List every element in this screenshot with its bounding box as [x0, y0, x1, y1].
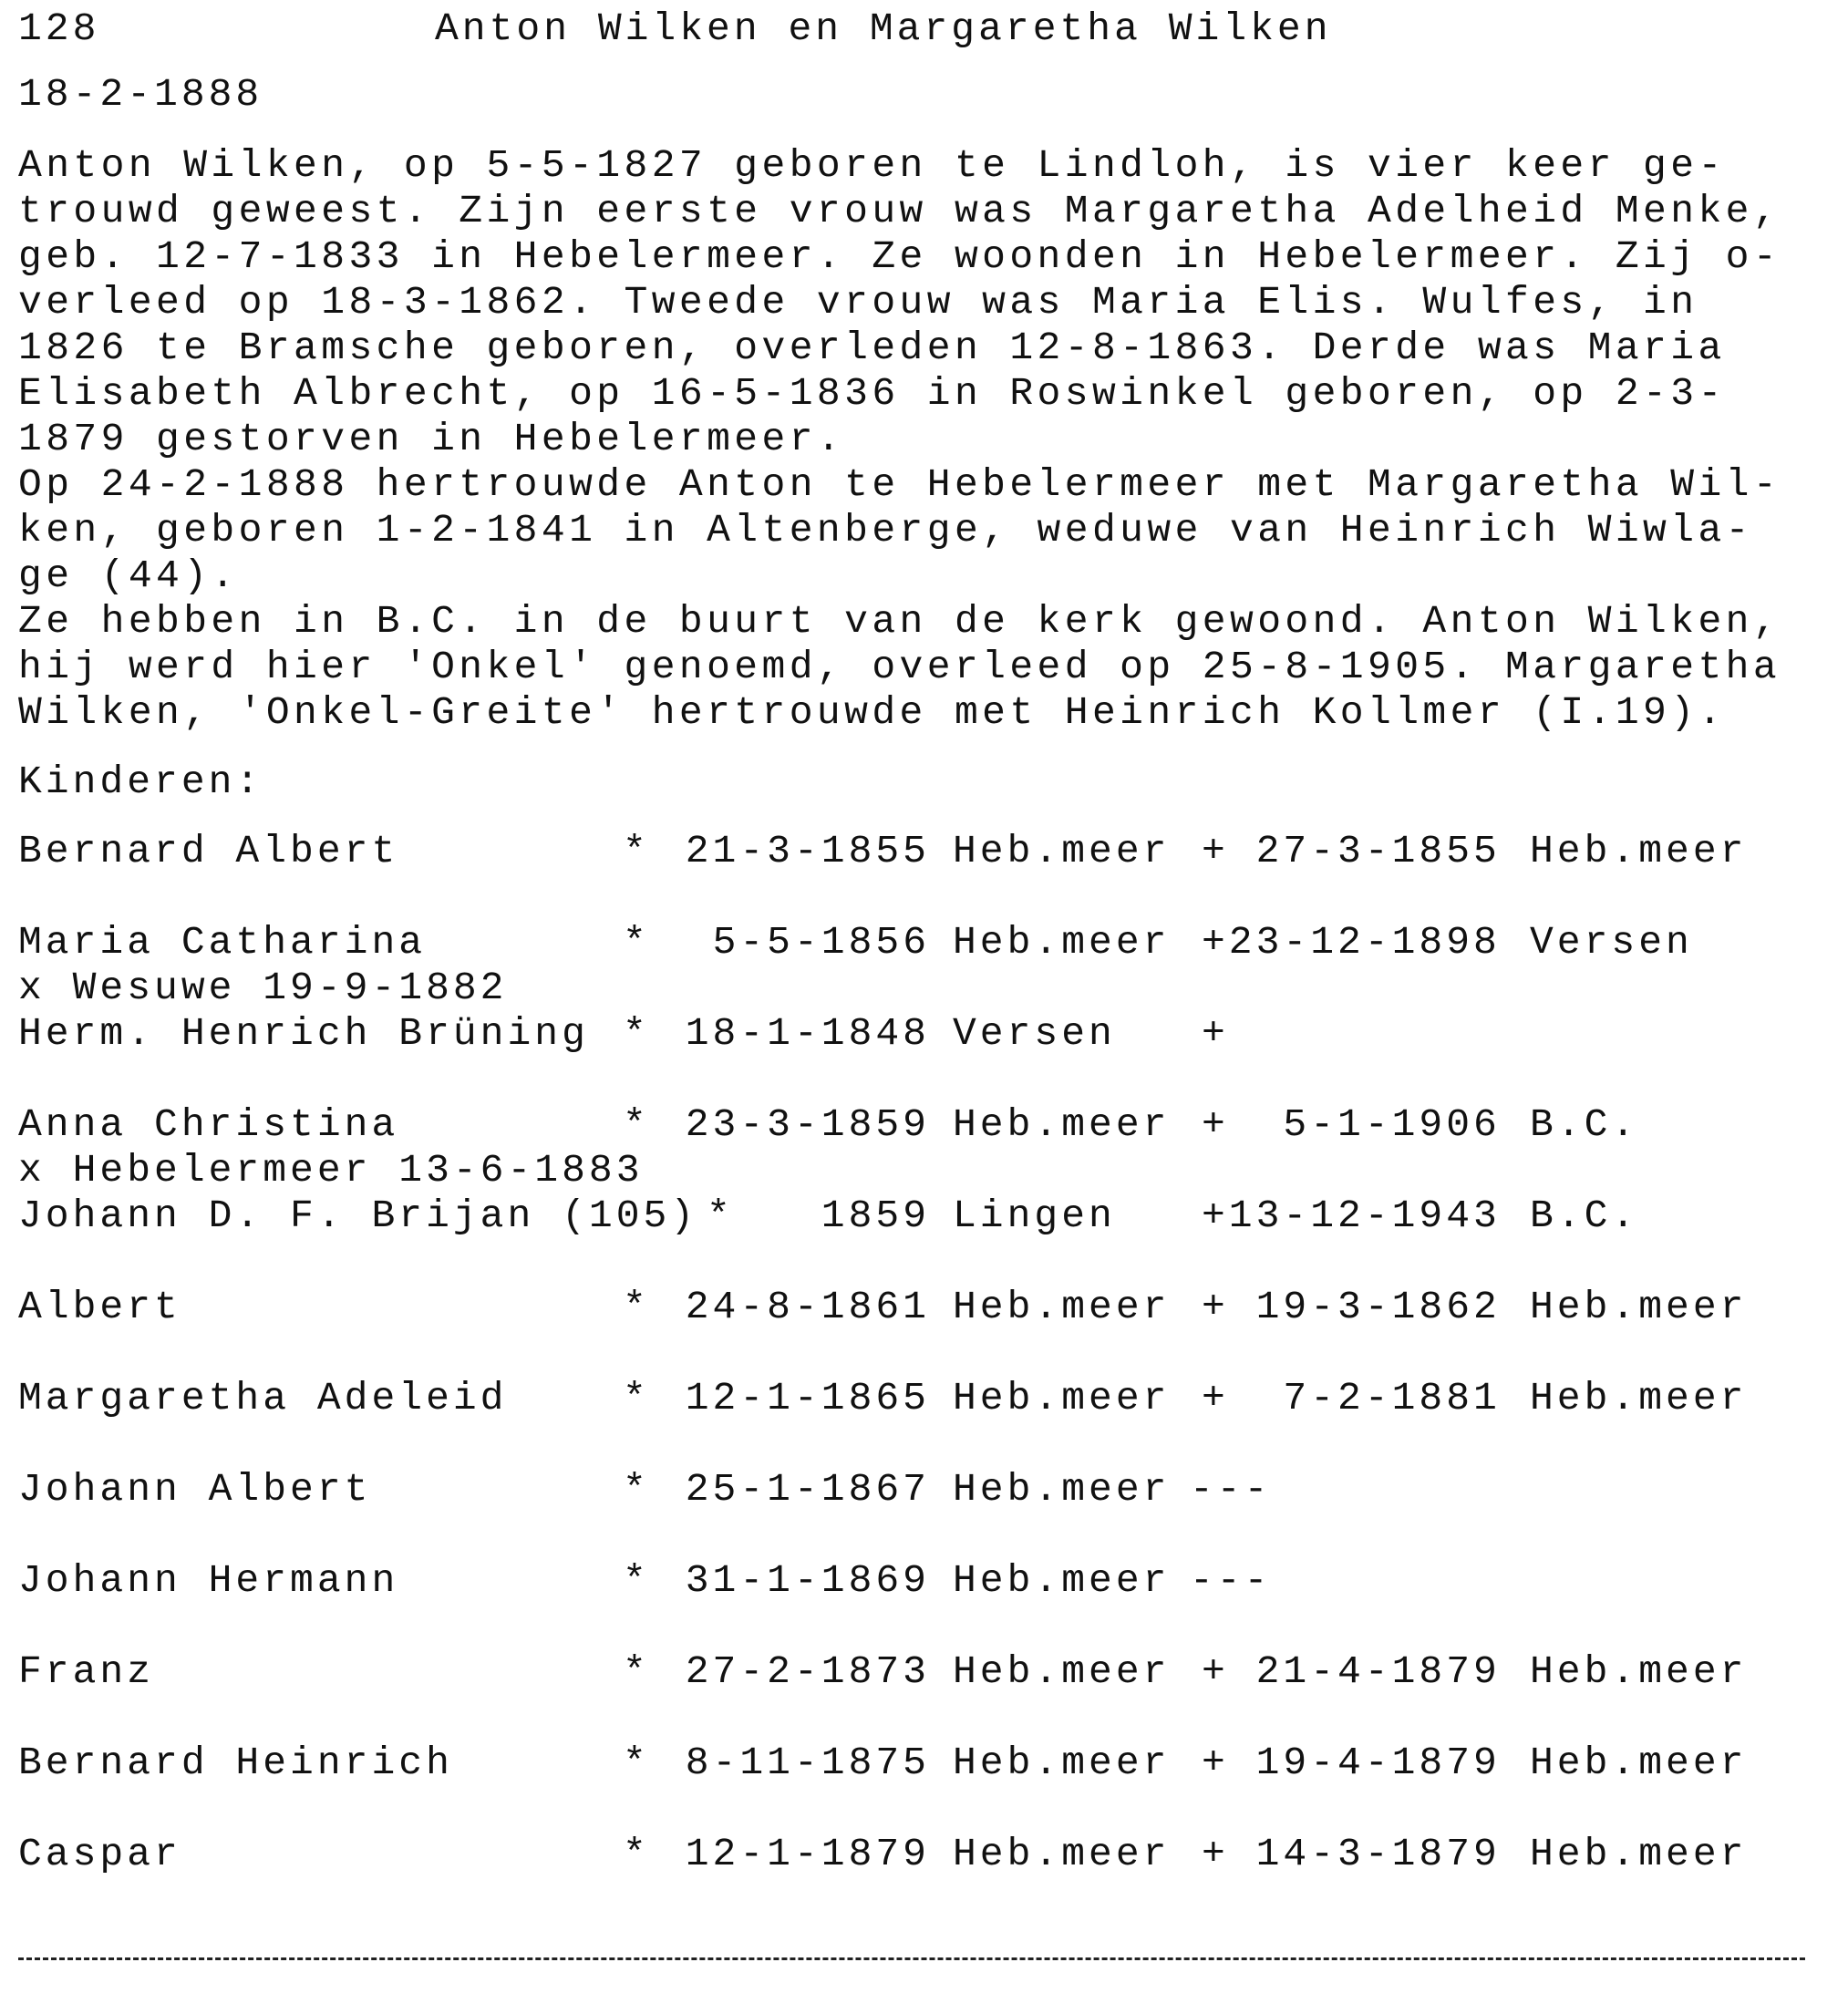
birth-marker: * [623, 829, 650, 873]
birth-place: Heb.meer [953, 1376, 1171, 1420]
text-line: ken, geboren 1-2-1841 in Altenberge, weduwe van Heinrich Wiwla- [18, 508, 1753, 553]
death-date: + 19-4-1879 [1202, 1740, 1501, 1785]
birth-marker: * [623, 1558, 650, 1603]
marriage-info: x Wesuwe 19-9-1882 [18, 966, 508, 1010]
birth-date: 25-1-1867 [685, 1467, 930, 1512]
death-date: + 14-3-1879 [1202, 1832, 1501, 1876]
death-date: + 5-1-1906 [1202, 1102, 1501, 1147]
birth-marker: * [623, 920, 650, 965]
death-date: +23-12-1898 [1202, 920, 1501, 965]
death-date: --- [1190, 1467, 1272, 1512]
page-number: 128 [18, 6, 100, 51]
page-title: Anton Wilken en Margaretha Wilken [435, 6, 1332, 51]
text-line: Wilken, 'Onkel-Greite' hertrouwde met Heinrich Kollmer (I.19). [18, 690, 1726, 735]
marriage-info: x Hebelermeer 13-6-1883 [18, 1148, 644, 1193]
birth-marker: * [623, 1102, 650, 1147]
birth-date: 5-5-1856 [712, 920, 930, 965]
birth-place: Heb.meer [953, 920, 1171, 965]
birth-place: Heb.meer [953, 1558, 1171, 1603]
child-row [0, 1649, 1848, 1698]
birth-place: Heb.meer [953, 1832, 1171, 1876]
death-date: +13-12-1943 [1202, 1193, 1501, 1238]
death-date: + 21-4-1879 [1202, 1649, 1501, 1694]
record-date: 18-2-1888 [18, 72, 263, 117]
child-name: Johann Albert [18, 1467, 372, 1512]
death-date: + 27-3-1855 [1202, 829, 1501, 873]
text-line: ge (44). [18, 553, 239, 598]
text-line: trouwd geweest. Zijn eerste vrouw was Margaretha Adelheid Menke, [18, 189, 1781, 233]
birth-date: 18-1-1848 [685, 1011, 930, 1056]
death-date: + 7-2-1881 [1202, 1376, 1501, 1420]
text-line: Elisabeth Albrecht, op 16-5-1836 in Roswinkel geboren, op 2-3- [18, 371, 1726, 416]
birth-date: 8-11-1875 [685, 1740, 930, 1785]
birth-place: Heb.meer [953, 829, 1171, 873]
spouse-name: Johann D. F. Brijan (105) [18, 1193, 698, 1238]
birth-date: 31-1-1869 [685, 1558, 930, 1603]
marriage-row [0, 1148, 1848, 1196]
child-row [0, 1102, 1848, 1151]
death-date: + [1202, 1011, 1229, 1056]
child-row [0, 1287, 1848, 1333]
birth-date: 12-1-1879 [685, 1832, 930, 1876]
text-line: Ze hebben in B.C. in de buurt van de kerk gewoond. Anton Wilken, [18, 599, 1781, 644]
death-place: B.C. [1530, 1193, 1639, 1238]
child-row [0, 831, 1848, 877]
text-line: hij werd hier 'Onkel' genoemd, overleed op 25-8-1905. Margaretha [18, 645, 1781, 689]
marriage-row [0, 968, 1848, 1014]
birth-date: 21-3-1855 [685, 829, 930, 873]
child-row [0, 1376, 1848, 1424]
text-line: Anton Wilken, op 5-5-1827 geboren te Lindloh, is vier keer ge- [18, 143, 1726, 188]
birth-date: 23-3-1859 [685, 1102, 930, 1147]
birth-date: 27-2-1873 [685, 1649, 930, 1694]
birth-date: 1859 [821, 1193, 930, 1238]
death-date: --- [1190, 1558, 1272, 1603]
birth-place: Heb.meer [953, 1740, 1171, 1785]
child-name: Caspar [18, 1832, 181, 1876]
death-place: Versen [1530, 920, 1693, 965]
child-row [0, 920, 1848, 968]
child-row [0, 1558, 1848, 1606]
death-date: + 19-3-1862 [1202, 1285, 1501, 1329]
birth-marker: * [623, 1740, 650, 1785]
text-line: geb. 12-7-1833 in Hebelermeer. Ze woonden in Hebelermeer. Zij o- [18, 234, 1781, 279]
spouse-row [0, 1193, 1848, 1242]
text-line: 1826 te Bramsche geboren, overleden 12-8-1863. Derde was Maria [18, 325, 1726, 370]
spouse-name: Herm. Henrich Brüning [18, 1011, 589, 1056]
child-name: Bernard Albert [18, 829, 399, 873]
spouse-row [0, 1011, 1848, 1059]
child-name: Maria Catharina [18, 920, 427, 965]
text-line: Op 24-2-1888 hertrouwde Anton te Hebelermeer met Margaretha Wil- [18, 462, 1781, 507]
child-name: Franz [18, 1649, 155, 1694]
text-line: verleed op 18-3-1862. Tweede vrouw was Maria Elis. Wulfes, in [18, 280, 1698, 325]
birth-place: Heb.meer [953, 1649, 1171, 1694]
birth-marker: * [623, 1467, 650, 1512]
birth-marker: * [623, 1285, 650, 1329]
child-name: Albert [18, 1285, 181, 1329]
birth-marker: * [623, 1376, 650, 1420]
text-line: 1879 gestorven in Hebelermeer. [18, 417, 845, 461]
death-place: Heb.meer [1530, 1285, 1748, 1329]
birth-date: 12-1-1865 [685, 1376, 930, 1420]
child-row [0, 1467, 1848, 1515]
child-name: Margaretha Adeleid [18, 1376, 508, 1420]
death-place: Heb.meer [1530, 1832, 1748, 1876]
child-name: Bernard Heinrich [18, 1740, 453, 1785]
birth-place: Versen [953, 1011, 1116, 1056]
birth-place: Heb.meer [953, 1285, 1171, 1329]
child-name: Johann Hermann [18, 1558, 399, 1603]
birth-marker: * [623, 1832, 650, 1876]
birth-marker: * [707, 1193, 734, 1238]
child-row [0, 1740, 1848, 1789]
birth-date: 24-8-1861 [685, 1285, 930, 1329]
section-divider [18, 1957, 1805, 1960]
death-place: Heb.meer [1530, 1740, 1748, 1785]
children-heading: Kinderen: [18, 759, 263, 804]
birth-place: Lingen [953, 1193, 1116, 1238]
death-place: Heb.meer [1530, 1376, 1748, 1420]
death-place: Heb.meer [1530, 1649, 1748, 1694]
birth-place: Heb.meer [953, 1467, 1171, 1512]
death-place: B.C. [1530, 1102, 1639, 1147]
birth-marker: * [623, 1649, 650, 1694]
death-place: Heb.meer [1530, 829, 1748, 873]
birth-place: Heb.meer [953, 1102, 1171, 1147]
birth-marker: * [623, 1011, 650, 1056]
child-name: Anna Christina [18, 1102, 399, 1147]
child-row [0, 1834, 1848, 1880]
